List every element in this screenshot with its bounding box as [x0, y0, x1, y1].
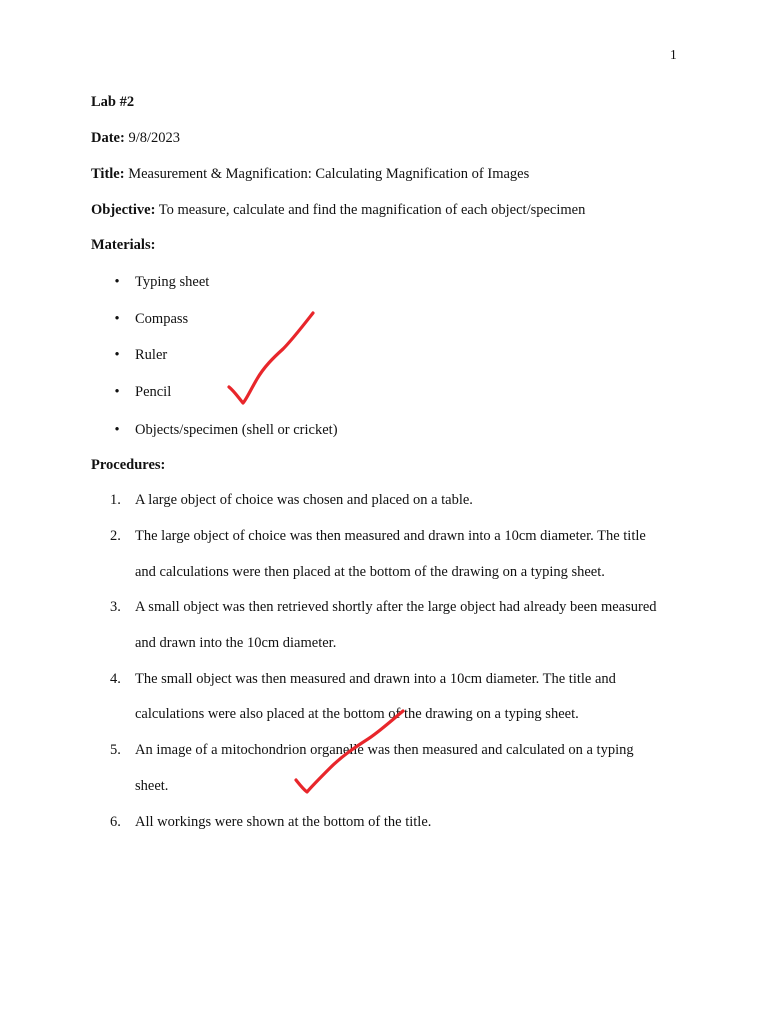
- materials-heading: Materials:: [91, 237, 156, 253]
- objective-label: Objective:: [91, 202, 156, 218]
- step-text-line: sheet.: [135, 778, 169, 794]
- material-item-label: Objects/specimen (shell or cricket): [135, 422, 338, 438]
- step-number: 2.: [110, 528, 121, 544]
- step-number: 1.: [110, 492, 121, 508]
- step-text-line: and calculations were then placed at the bottom of the drawing on a typing sheet.: [135, 564, 605, 580]
- date-label: Date:: [91, 130, 125, 146]
- bullet: •: [114, 274, 120, 290]
- checkmark-icon: [220, 305, 325, 410]
- step-number: 3.: [110, 599, 121, 615]
- step-text-line: and drawn into the 10cm diameter.: [135, 635, 337, 651]
- date-line: [91, 130, 180, 147]
- page-number: 1: [670, 47, 677, 62]
- bullet: •: [114, 311, 120, 327]
- step-text-line: calculations were also placed at the bottom of the drawing on a typing sheet.: [135, 706, 579, 722]
- step-number: 6.: [110, 814, 121, 830]
- step-text-line: A small object was then retrieved shortly after the large object had already been measured: [135, 599, 657, 615]
- lab-heading: Lab #2: [91, 94, 135, 110]
- material-item-label: Ruler: [135, 347, 168, 363]
- bullet: •: [114, 347, 120, 363]
- date-value: 9/8/2023: [128, 130, 181, 146]
- step-text-line: All workings were shown at the bottom of the title.: [135, 814, 432, 830]
- checkmark-stroke: [229, 313, 313, 403]
- step-text-line: The large object of choice was then measured and drawn into a 10cm diameter. The title: [135, 528, 646, 544]
- title-value: Measurement & Magnification: Calculating Magnification of Images: [128, 166, 530, 182]
- objective-line: [91, 202, 585, 219]
- step-number: 4.: [110, 671, 121, 687]
- title-label: Title:: [91, 166, 125, 182]
- step-text-line: An image of a mitochondrion organelle was then measured and calculated on a typing: [135, 742, 634, 758]
- material-item-label: Pencil: [135, 384, 172, 400]
- procedures-heading: Procedures:: [91, 457, 166, 473]
- step-text-line: A large object of choice was chosen and placed on a table.: [135, 492, 473, 508]
- step-number: 5.: [110, 742, 121, 758]
- material-item-label: Typing sheet: [135, 274, 210, 290]
- bullet: •: [114, 422, 120, 438]
- bullet: •: [114, 384, 120, 400]
- step-text-line: The small object was then measured and drawn into a 10cm diameter. The title and: [135, 671, 616, 687]
- material-item-label: Compass: [135, 311, 189, 327]
- title-line: [91, 166, 529, 183]
- objective-value: To measure, calculate and find the magnification of each object/specimen: [158, 202, 586, 218]
